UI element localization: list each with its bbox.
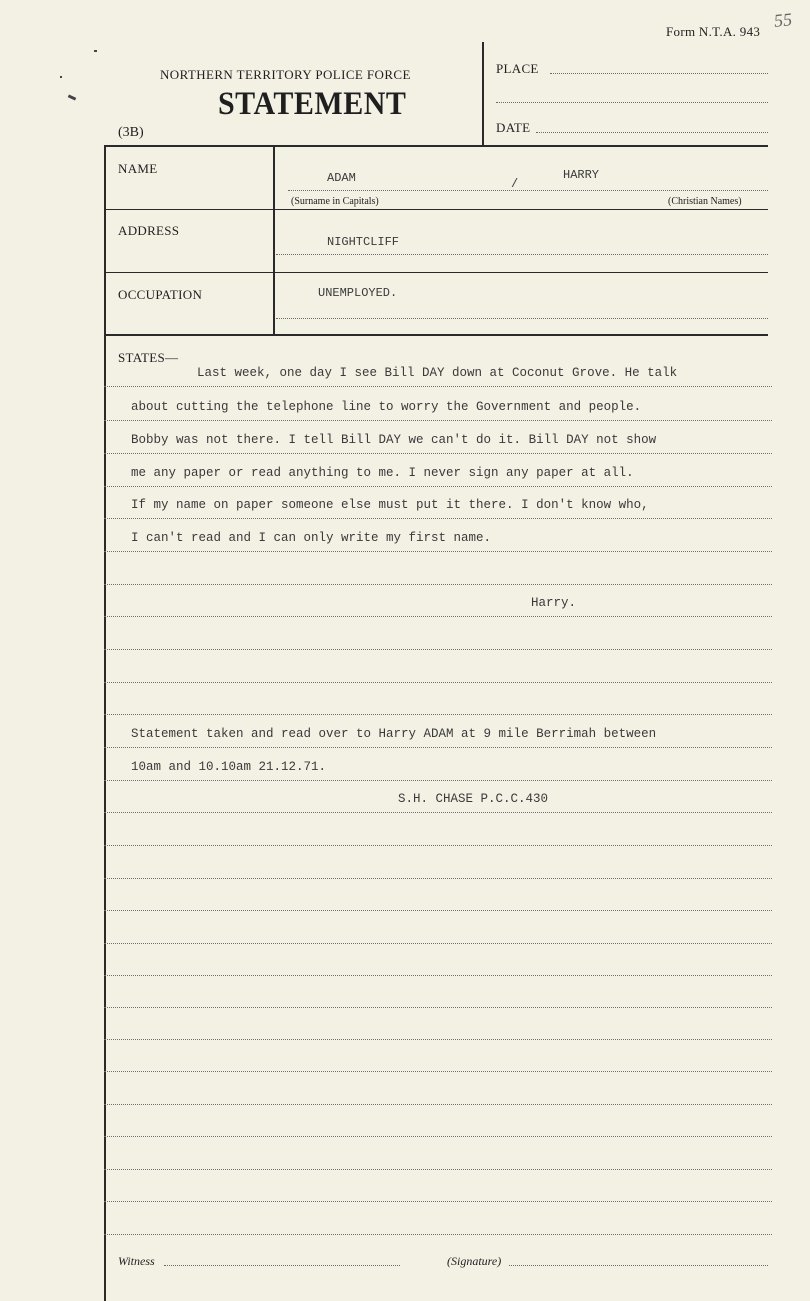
form-top-border (104, 145, 768, 147)
occupation-label: OCCUPATION (118, 287, 203, 302)
organisation-name: NORTHERN TERRITORY POLICE FORCE (160, 67, 411, 82)
statement-taken-line: 10am and 10.10am 21.12.71. (131, 760, 327, 774)
field-column-divider (273, 145, 275, 335)
states-label: STATES— (118, 350, 179, 365)
address-field[interactable] (276, 254, 768, 255)
occupation-value: UNEMPLOYED. (318, 286, 398, 300)
fields-bottom-border (104, 334, 768, 336)
surname-caption: (Surname in Capitals) (291, 196, 379, 207)
statement-signature: Harry. (531, 596, 577, 610)
name-separator: / (511, 177, 519, 191)
witness-label: Witness (118, 1254, 155, 1268)
christian-names-value: HARRY (563, 168, 600, 182)
address-label: ADDRESS (118, 223, 180, 238)
address-row-border (104, 272, 768, 273)
place-label: PLACE (496, 61, 539, 76)
name-label: NAME (118, 161, 158, 176)
stray-mark (68, 94, 77, 100)
form-number: Form N.T.A. 943 (666, 24, 761, 39)
date-label: DATE (496, 120, 531, 135)
page-title: STATEMENT (218, 86, 407, 122)
christian-names-caption: (Christian Names) (668, 196, 742, 207)
statement-taken-line: Statement taken and read over to Harry ADAM at 9 mile Berrimah between (131, 727, 657, 741)
signature-label: (Signature) (447, 1254, 502, 1268)
form-left-border (104, 145, 106, 1301)
date-field[interactable] (536, 132, 768, 133)
place-field-line-2[interactable] (496, 102, 768, 103)
statement-line: Bobby was not there. I tell Bill DAY we can't do it. Bill DAY not show (131, 433, 657, 447)
statement-line: I can't read and I can only write my first name. (131, 531, 492, 545)
statement-line: me any paper or read anything to me. I never sign any paper at all. (131, 466, 634, 480)
witness-field[interactable] (164, 1265, 400, 1266)
surname-value: ADAM (327, 171, 356, 185)
statement-line: Last week, one day I see Bill DAY down at Coconut Grove. He talk (197, 366, 678, 380)
address-value: NIGHTCLIFF (327, 235, 400, 249)
name-field[interactable] (288, 190, 768, 191)
place-field[interactable] (550, 73, 768, 74)
stray-mark (94, 50, 97, 52)
statement-line: If my name on paper someone else must put it there. I don't know who, (131, 498, 649, 512)
occupation-field[interactable] (276, 318, 768, 319)
signature-field[interactable] (509, 1265, 768, 1266)
officer-signature: S.H. CHASE P.C.C.430 (398, 792, 549, 806)
form-code: (3B) (118, 125, 144, 140)
stray-mark (60, 76, 62, 78)
name-row-border (104, 209, 768, 210)
header-divider (482, 42, 484, 146)
page-number: 55 (772, 9, 793, 31)
statement-line: about cutting the telephone line to worry the Government and people. (131, 400, 642, 414)
